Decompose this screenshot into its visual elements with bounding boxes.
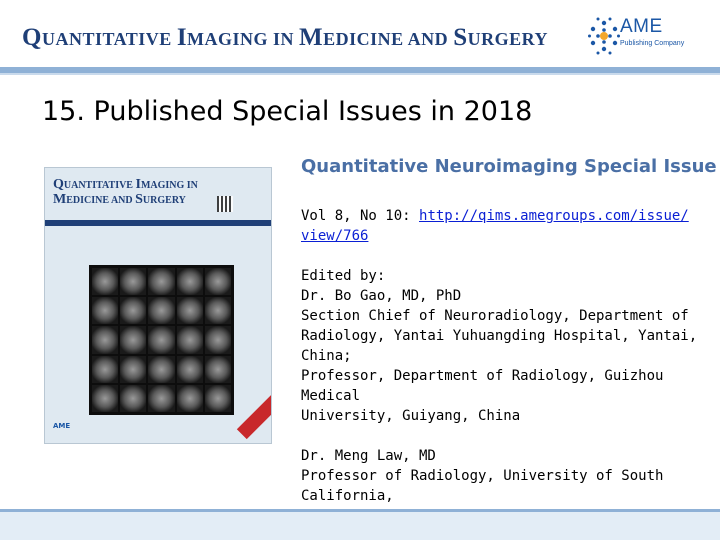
mri-scan — [205, 326, 231, 353]
mri-scan — [92, 268, 118, 295]
mri-scan — [177, 268, 203, 295]
mri-scan — [92, 297, 118, 324]
cover-title-cap: S — [135, 192, 143, 207]
cover-title-cap: I — [135, 177, 141, 192]
issue-title: Quantitative Neuroimaging Special Issue — [301, 156, 717, 177]
mri-scan — [120, 268, 146, 295]
cover-title-cap: Q — [53, 177, 64, 192]
editor-2-name: Dr. Meng Law, MD — [301, 448, 436, 464]
issue-link[interactable]: http://qims.amegroups.com/issue/ — [419, 208, 689, 224]
journal-title-cap: I — [176, 24, 188, 51]
journal-title-rest: MAGING IN — [187, 29, 300, 49]
mri-scan — [205, 385, 231, 412]
spacer — [301, 246, 716, 266]
mri-scan — [120, 326, 146, 353]
volume-label: Vol 8, No 10: — [301, 208, 420, 224]
mri-scan — [92, 356, 118, 383]
footer-band — [0, 512, 720, 540]
mri-scan — [148, 268, 174, 295]
mri-scan — [205, 297, 231, 324]
mri-scan — [177, 297, 203, 324]
mri-scan — [205, 268, 231, 295]
issue-link-continued[interactable]: view/766 — [301, 228, 369, 244]
cover-footer-logo: AME — [53, 422, 71, 430]
cover-band — [45, 220, 271, 226]
journal-title — [22, 24, 548, 52]
journal-title-rest: UANTITATIVE — [41, 29, 177, 49]
cover-title-rest: EDICINE AND — [66, 195, 136, 206]
journal-title-cap: M — [299, 24, 324, 51]
header-divider-light — [0, 73, 720, 75]
mri-scan — [148, 385, 174, 412]
editor-1-affiliation: Section Chief of Neuroradiology, Department of — [301, 308, 689, 324]
mri-scan — [92, 385, 118, 412]
mri-scan — [148, 326, 174, 353]
mri-scan — [120, 297, 146, 324]
issue-details — [301, 206, 716, 526]
journal-title-cap: Q — [22, 24, 42, 51]
qr-code-icon — [217, 196, 233, 212]
cover-title — [53, 178, 198, 208]
volume-line — [301, 206, 716, 226]
spacer — [301, 426, 716, 446]
mri-scan — [177, 356, 203, 383]
editor-1-affiliation: University, Guiyang, China — [301, 408, 521, 424]
ame-logo-subtext: Publishing Company — [620, 40, 685, 47]
journal-title-rest: URGERY — [467, 29, 548, 49]
editor-1-affiliation: Professor, Department of Radiology, Guizhou Medical — [301, 368, 664, 404]
ame-logo-text: AME — [620, 16, 663, 37]
mri-scan — [148, 356, 174, 383]
mri-scan — [177, 326, 203, 353]
journal-title-rest: EDICINE AND — [323, 29, 454, 49]
volume-line-2 — [301, 226, 716, 246]
mri-scan — [177, 385, 203, 412]
edited-by-label: Edited by: — [301, 268, 386, 284]
cover-mri-grid — [89, 265, 234, 415]
mri-scan — [92, 326, 118, 353]
cover-title-rest: MAGING IN — [140, 180, 198, 191]
slide-header — [0, 0, 720, 68]
editor-1-affiliation: Radiology, Yantai Yuhuangding Hospital, Yantai, China; — [301, 328, 698, 364]
journal-cover-image — [44, 167, 272, 444]
journal-title-cap: S — [453, 24, 468, 51]
editor-2-affiliation: Professor of Radiology, University of South California, — [301, 468, 664, 504]
mri-scan — [120, 356, 146, 383]
slide-title: 15. Published Special Issues in 2018 — [42, 96, 533, 127]
mri-scan — [120, 385, 146, 412]
mri-scan — [205, 356, 231, 383]
cover-title-rest: URGERY — [142, 195, 186, 206]
cover-title-rest: UANTITATIVE — [63, 180, 136, 191]
cover-ribbon — [237, 387, 272, 439]
cover-title-cap: M — [53, 192, 67, 207]
mri-scan — [148, 297, 174, 324]
editor-1-name: Dr. Bo Gao, MD, PhD — [301, 288, 462, 304]
